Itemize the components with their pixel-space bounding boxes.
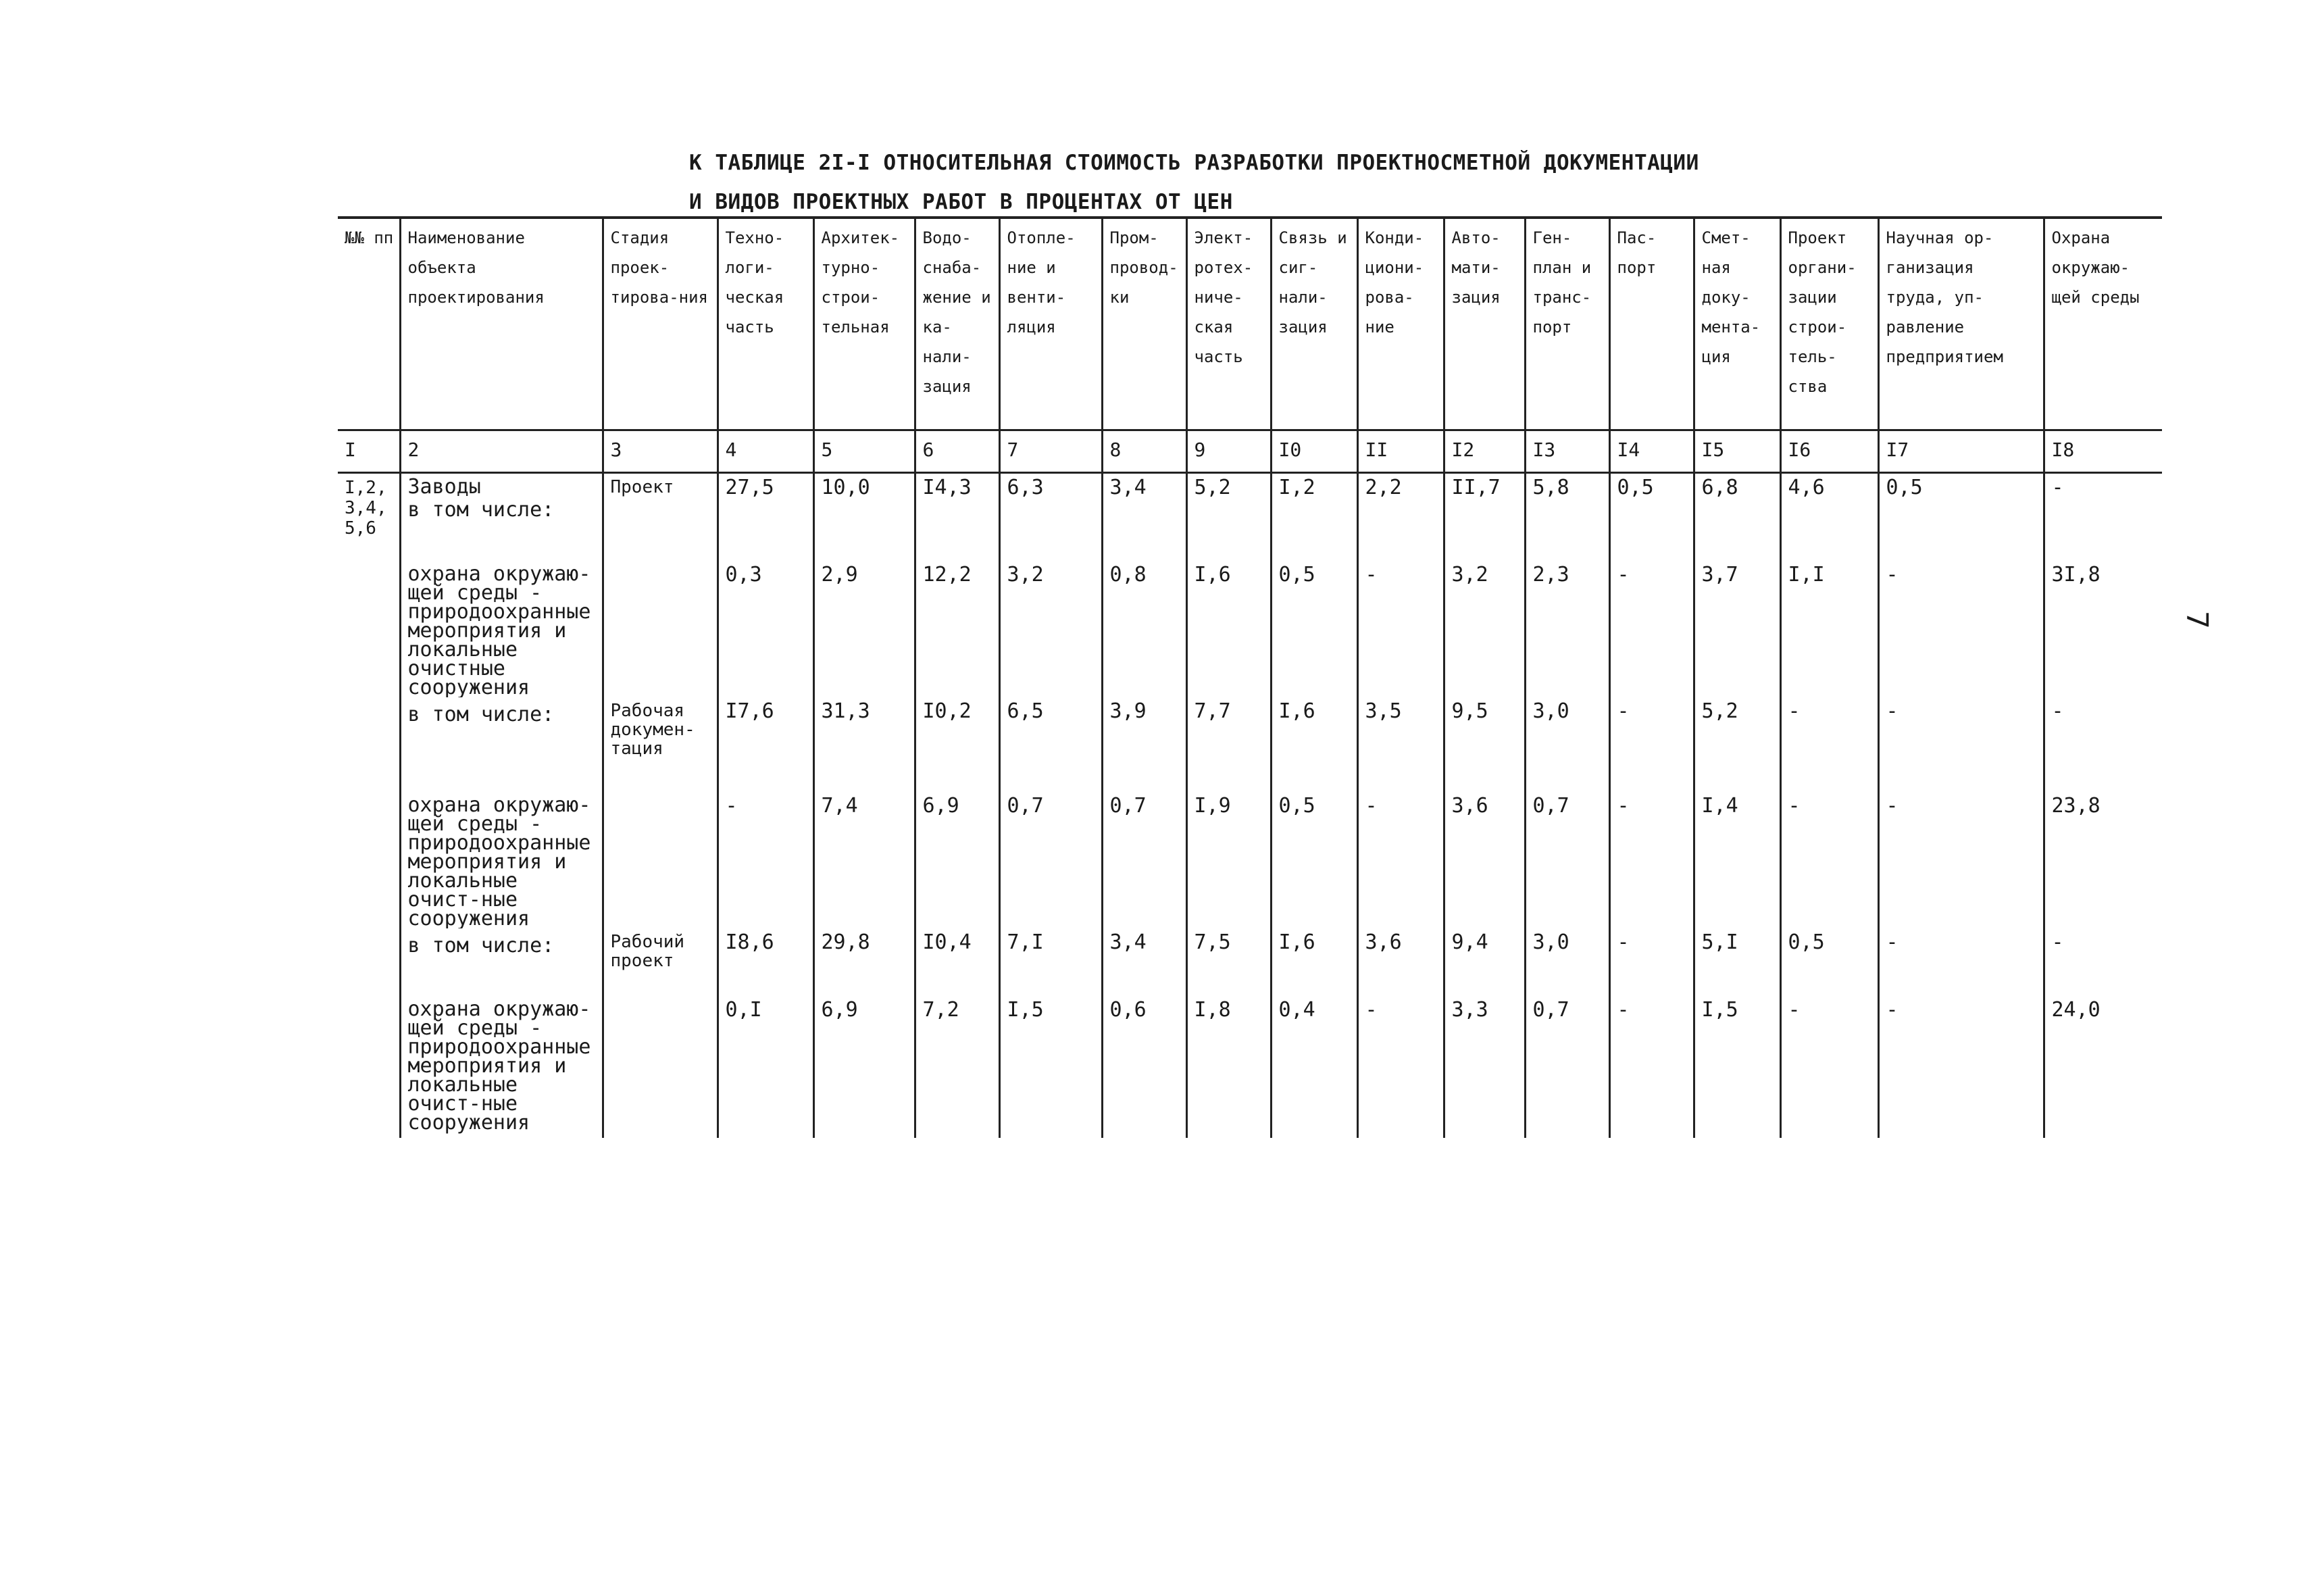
value-cell: 0,6 — [1102, 996, 1186, 1138]
value-cell: I,9 — [1186, 792, 1271, 928]
value-cell: - — [1609, 928, 1694, 996]
value-cell: 3,4 — [1102, 928, 1186, 996]
value-cell: 2,9 — [813, 561, 915, 697]
column-number: 7 — [999, 430, 1102, 473]
column-header: №№ пп — [338, 218, 400, 430]
column-number: 8 — [1102, 430, 1186, 473]
column-header: Элект-ротех-ниче-ская часть — [1186, 218, 1271, 430]
value-cell: 3,7 — [1694, 561, 1780, 697]
value-cell: 0,7 — [999, 792, 1102, 928]
value-cell: 0,7 — [1525, 792, 1609, 928]
value-cell: 3,9 — [1102, 697, 1186, 792]
value-cell: I,6 — [1186, 561, 1271, 697]
value-cell: - — [1878, 697, 2044, 792]
value-cell: I,6 — [1271, 928, 1357, 996]
value-cell: - — [1780, 792, 1878, 928]
value-cell: 23,8 — [2044, 792, 2162, 928]
value-cell: 3,5 — [1357, 697, 1444, 792]
row-number — [338, 996, 400, 1138]
column-header: Научная ор-ганизация труда, уп-равление предприятием — [1878, 218, 2044, 430]
row-number: I,2, 3,4, 5,6 — [345, 478, 387, 539]
value-cell: 3,0 — [1525, 697, 1609, 792]
value-cell: I,8 — [1186, 996, 1271, 1138]
column-header: Техно-логи-ческая часть — [718, 218, 813, 430]
value-cell: 7,I — [999, 928, 1102, 996]
value-cell: 7,5 — [1186, 928, 1271, 996]
column-header: Водо-снаба-жение и ка-нали-зация — [915, 218, 999, 430]
value-cell: - — [1878, 561, 2044, 697]
value-cell: 6,3 — [999, 473, 1102, 561]
value-cell: - — [1357, 792, 1444, 928]
value-cell: II,7 — [1444, 473, 1525, 561]
object-name-cell — [400, 697, 603, 792]
table-row — [338, 473, 2162, 561]
page-mark: 7 — [2179, 611, 2214, 629]
column-number: I2 — [1444, 430, 1525, 473]
value-cell: 2,3 — [1525, 561, 1609, 697]
value-cell: 5,2 — [1186, 473, 1271, 561]
object-name-sub: в том числе: — [407, 702, 555, 726]
row-number — [338, 697, 400, 792]
table-row — [338, 996, 2162, 1138]
value-cell: I4,3 — [915, 473, 999, 561]
value-cell: 3,6 — [1357, 928, 1444, 996]
value-cell: 9,5 — [1444, 697, 1525, 792]
column-number: 9 — [1186, 430, 1271, 473]
stage-cell: Проект — [603, 473, 718, 561]
value-cell: 0,4 — [1271, 996, 1357, 1138]
object-name: Заводы — [407, 475, 481, 499]
value-cell: 3,2 — [999, 561, 1102, 697]
object-name-cell — [400, 996, 603, 1138]
value-cell: - — [1878, 928, 2044, 996]
value-cell: 0,5 — [1780, 928, 1878, 996]
object-name-sub: в том числе: — [407, 498, 555, 522]
value-cell: 3,6 — [1444, 792, 1525, 928]
value-cell: 0,7 — [1525, 996, 1609, 1138]
value-cell: I7,6 — [718, 697, 813, 792]
stage-cell — [603, 792, 718, 928]
value-cell: 5,I — [1694, 928, 1780, 996]
column-header: Наименование объекта проектирования — [400, 218, 603, 430]
header-row — [338, 218, 2162, 430]
object-name-sub: в том числе: — [407, 933, 555, 957]
value-cell: - — [2044, 928, 2162, 996]
value-cell: I0,4 — [915, 928, 999, 996]
value-cell: 0,5 — [1271, 792, 1357, 928]
value-cell: I,2 — [1271, 473, 1357, 561]
column-number: 2 — [400, 430, 603, 473]
value-cell: - — [1357, 561, 1444, 697]
value-cell: - — [1609, 792, 1694, 928]
value-cell: 0,5 — [1609, 473, 1694, 561]
value-cell: 6,9 — [813, 996, 915, 1138]
value-cell: - — [1780, 996, 1878, 1138]
table-row — [338, 928, 2162, 996]
value-cell: 24,0 — [2044, 996, 2162, 1138]
value-cell: 12,2 — [915, 561, 999, 697]
value-cell: 27,5 — [718, 473, 813, 561]
value-cell: 0,5 — [1271, 561, 1357, 697]
value-cell: I,4 — [1694, 792, 1780, 928]
column-header: Архитек-турно-строи-тельная — [813, 218, 915, 430]
object-name-cell — [400, 561, 603, 697]
cost-table — [338, 216, 2162, 1138]
value-cell: 5,2 — [1694, 697, 1780, 792]
value-cell: 3,3 — [1444, 996, 1525, 1138]
value-cell: I,5 — [1694, 996, 1780, 1138]
value-cell: - — [1609, 561, 1694, 697]
object-name-cell — [400, 928, 603, 996]
value-cell: 7,2 — [915, 996, 999, 1138]
column-header: Охрана окружаю-щей среды — [2044, 218, 2162, 430]
value-cell: - — [1878, 996, 2044, 1138]
value-cell: 3,4 — [1102, 473, 1186, 561]
row-number — [338, 792, 400, 928]
value-cell: I,6 — [1271, 697, 1357, 792]
stage-cell — [603, 996, 718, 1138]
value-cell: I0,2 — [915, 697, 999, 792]
value-cell: - — [1878, 792, 2044, 928]
table-row — [338, 697, 2162, 792]
column-number-row — [338, 430, 2162, 473]
column-number: 3 — [603, 430, 718, 473]
column-number: 6 — [915, 430, 999, 473]
column-header: Конди-циони-рова-ние — [1357, 218, 1444, 430]
column-number: I8 — [2044, 430, 2162, 473]
value-cell: 6,9 — [915, 792, 999, 928]
column-header: Связь и сиг-нали-зация — [1271, 218, 1357, 430]
object-name: охрана окружаю-щей среды - природоохранные мероприятия и локальные очист-ные сооружения — [407, 793, 591, 928]
value-cell: 2,2 — [1357, 473, 1444, 561]
value-cell: 7,4 — [813, 792, 915, 928]
column-number: I7 — [1878, 430, 2044, 473]
object-name: охрана окружаю-щей среды - природоохранные мероприятия и локальные очистные сооружения — [407, 562, 591, 697]
value-cell: - — [1609, 996, 1694, 1138]
value-cell: 29,8 — [813, 928, 915, 996]
stage-cell — [603, 561, 718, 697]
table-title — [689, 143, 1699, 222]
column-header: Отопле-ние и венти-ляция — [999, 218, 1102, 430]
value-cell: 3,2 — [1444, 561, 1525, 697]
column-number: I — [338, 430, 400, 473]
column-number: I5 — [1694, 430, 1780, 473]
column-header: Пас-порт — [1609, 218, 1694, 430]
value-cell: 10,0 — [813, 473, 915, 561]
column-number: II — [1357, 430, 1444, 473]
object-name-cell — [400, 473, 603, 561]
value-cell: - — [2044, 473, 2162, 561]
value-cell: 0,5 — [1878, 473, 2044, 561]
column-header: Пром-провод-ки — [1102, 218, 1186, 430]
column-header: Ген-план и транс-порт — [1525, 218, 1609, 430]
row-number — [338, 928, 400, 996]
table-row — [338, 792, 2162, 928]
value-cell: I,I — [1780, 561, 1878, 697]
value-cell: I8,6 — [718, 928, 813, 996]
title-line-1: К ТАБЛИЦЕ 2I-I ОТНОСИТЕЛЬНАЯ СТОИМОСТЬ РАЗРАБОТКИ ПРОЕКТНОСМЕТНОЙ ДОКУМЕНТАЦИИ — [689, 151, 1699, 175]
value-cell: 6,5 — [999, 697, 1102, 792]
value-cell: - — [718, 792, 813, 928]
column-number: 4 — [718, 430, 813, 473]
value-cell: 0,7 — [1102, 792, 1186, 928]
value-cell: 4,6 — [1780, 473, 1878, 561]
value-cell: 3,0 — [1525, 928, 1609, 996]
value-cell: 0,I — [718, 996, 813, 1138]
column-header: Смет-ная доку-мента-ция — [1694, 218, 1780, 430]
column-number: 5 — [813, 430, 915, 473]
value-cell: 0,3 — [718, 561, 813, 697]
column-header: Стадия проек-тирова-ния — [603, 218, 718, 430]
column-number: I3 — [1525, 430, 1609, 473]
column-number: I4 — [1609, 430, 1694, 473]
value-cell: - — [1780, 697, 1878, 792]
column-header: Проект органи-зации строи-тель-ства — [1780, 218, 1878, 430]
value-cell: I,5 — [999, 996, 1102, 1138]
column-header: Авто-мати-зация — [1444, 218, 1525, 430]
table-row — [338, 561, 2162, 697]
value-cell: - — [1357, 996, 1444, 1138]
value-cell: 0,8 — [1102, 561, 1186, 697]
object-name: охрана окружаю-щей среды - природоохранные мероприятия и локальные очист-ные сооружения — [407, 997, 591, 1134]
row-number — [338, 561, 400, 697]
value-cell: 5,8 — [1525, 473, 1609, 561]
column-number: I6 — [1780, 430, 1878, 473]
value-cell: 6,8 — [1694, 473, 1780, 561]
value-cell: - — [2044, 697, 2162, 792]
column-number: I0 — [1271, 430, 1357, 473]
stage-cell: Рабочая докумен-тация — [603, 697, 718, 792]
title-line-2: И ВИДОВ ПРОЕКТНЫХ РАБОТ В ПРОЦЕНТАХ ОТ ЦЕН — [689, 190, 1233, 214]
stage-cell: Рабочий проект — [603, 928, 718, 996]
value-cell: 3I,8 — [2044, 561, 2162, 697]
value-cell: 31,3 — [813, 697, 915, 792]
object-name-cell — [400, 792, 603, 928]
value-cell: - — [1609, 697, 1694, 792]
value-cell: 9,4 — [1444, 928, 1525, 996]
value-cell: 7,7 — [1186, 697, 1271, 792]
